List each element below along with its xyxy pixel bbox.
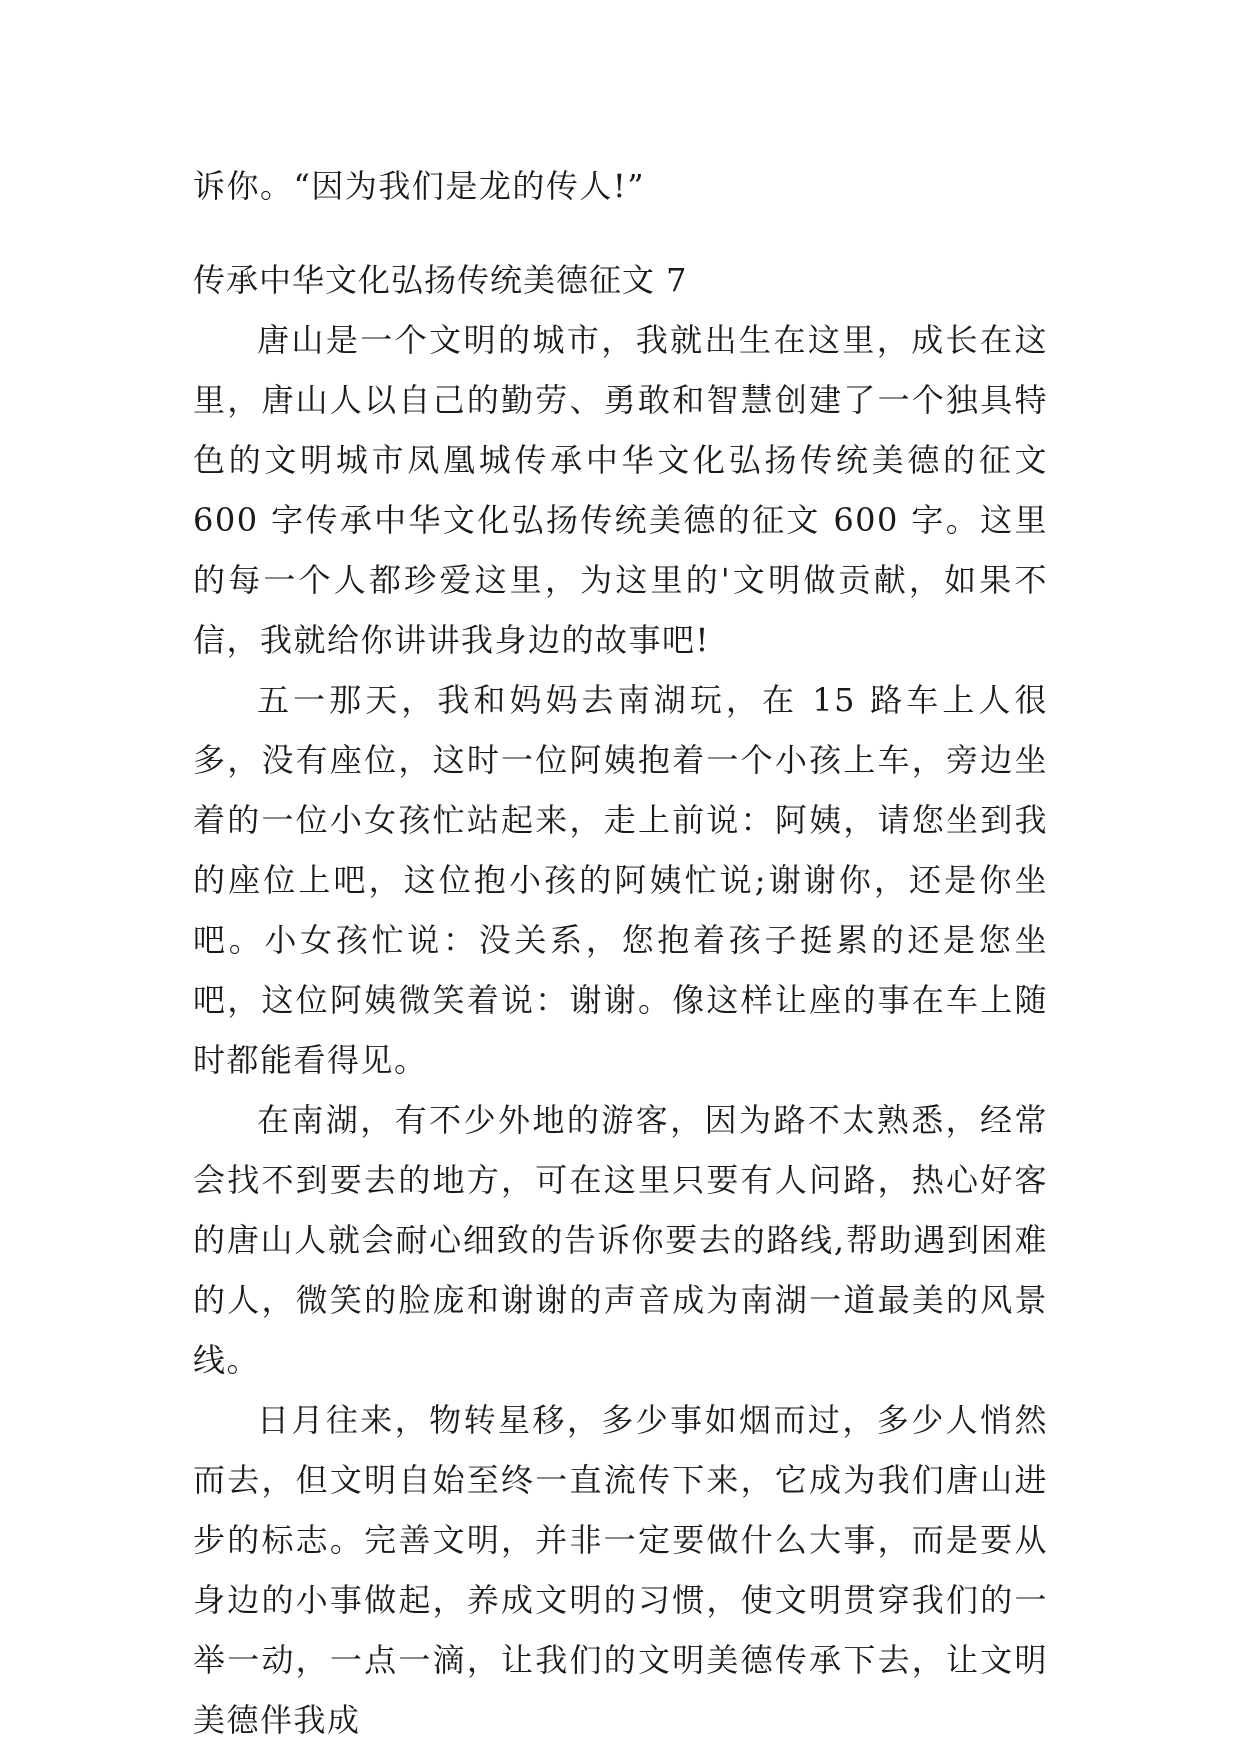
document-body — [193, 156, 1048, 1750]
section-title: 传承中华文化弘扬传统美德征文 7 — [193, 261, 688, 299]
paragraph-3: 在南湖，有不少外地的游客，因为路不太熟悉，经常会找不到要去的地方，可在这里只要有人问路，热心好客的唐山人就会耐心细致的告诉你要去的路线,帮助遇到困难的人，微笑的脸庞和谢谢的声音成为南湖一道最美的风景线。 — [193, 1101, 1048, 1379]
paragraph-4: 日月往来，物转星移，多少事如烟而过，多少人悄然而去，但文明自始至终一直流传下来，它成为我们唐山进步的标志。完善文明，并非一定要做什么大事，而是要从身边的小事做起，养成文明的习惯，使文明贯穿我们的一举一动，一点一滴，让我们的文明美德传承下去，让文明美德伴我成 — [193, 1401, 1048, 1739]
lead-line: 诉你。“因为我们是龙的传人!” — [193, 167, 646, 205]
paragraph-1: 唐山是一个文明的城市，我就出生在这里，成长在这里，唐山人以自己的勤劳、勇敢和智慧创建了一个独具特色的文明城市凤凰城传承中华文化弘扬传统美德的征文 600 字传承中华文化弘扬传统美德的征文 600 字。这里的每一个人都珍爱这里，为这里的'文明做贡献，如果不信，我就给你讲讲我身边的故事吧! — [193, 321, 1048, 659]
paragraph-2: 五一那天，我和妈妈去南湖玩，在 15 路车上人很多，没有座位，这时一位阿姨抱着一个小孩上车，旁边坐着的一位小女孩忙站起来，走上前说：阿姨，请您坐到我的座位上吧，这位抱小孩的阿姨忙说;谢谢你，还是你坐吧。小女孩忙说：没关系，您抱着孩子挺累的还是您坐吧，这位阿姨微笑着说：谢谢。像这样让座的事在车上随时都能看得见。 — [193, 681, 1048, 1079]
